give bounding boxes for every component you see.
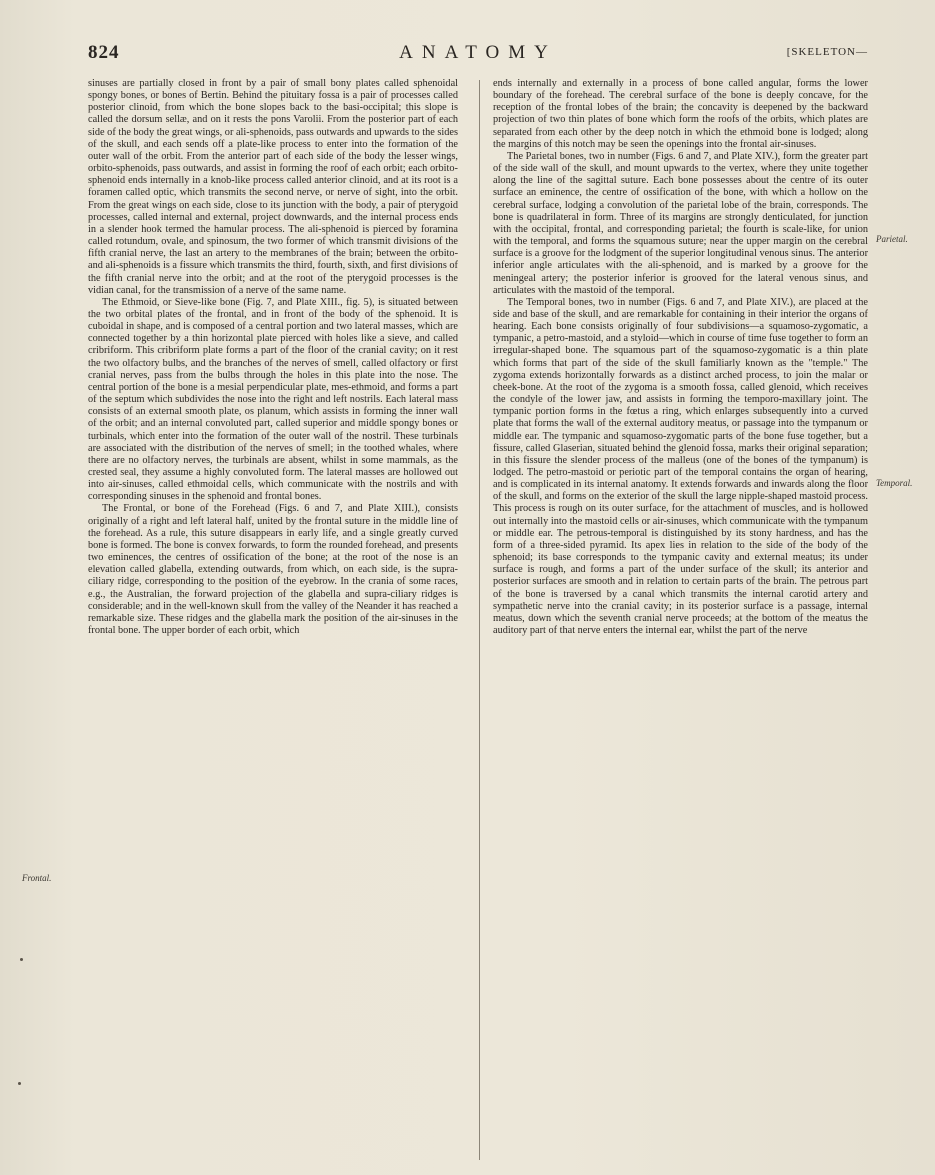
paragraph-ethmoid: The Ethmoid, or Sieve-like bone (Fig. 7, and Plate XIII., fig. 5), is situated between the two orbital plates of the frontal, and in front of the body of the sphenoid. It is cuboidal in shape, and is composed of a central portion and two lateral masses, which are connected together by a thin horizontal plate pierced with holes like a sieve, and called cribriform. This cribriform plate forms a part of the floor of the cranial cavity; on it rest the two olfactory bulbs, and the branches of the nerves of smell, called olfactory or first cranial nerves, pass from the bulbs through the holes in this plate into the nose. The central portion of the bone is a mesial perpendicular plate, mes-ethmoid, and forms a part of the septum which subdivides the nose into the right and left nostrils. Each lateral mass consists of an external smooth plate, os planum, which assists in forming the inner wall of the orbit; and an internal convoluted part, called superior and middle spongy bones or turbinals, which enter into the formation of the outer wall of the nostril. These turbinals are associated with the distribution of the nerves of smell; in the toothed whales, where there are no olfactory nerves, the turbinals are absent, whilst in some mammals, as the crested seal, they assume a highly convoluted form. The lateral masses are hollowed out into air-sinuses, called ethmoidal cells, which communicate with the nostrils and with corresponding sinuses in the sphenoid and frontal bones. — [88, 296, 458, 503]
paragraph-frontal-continued: ends internally and externally in a process of bone called angular, forms the lower boundary of the forehead. The cerebral surface of the bone is deeply concave, for the reception of the frontal lobes of the brain; the concavity is deepened by the backward projection of two thin plates of bone which form the roofs of the orbits, which plates are separated from each other by the deep notch in which the ethmoid bone is lodged; along the margins of this notch may be seen the openings into the frontal air-sinuses. — [493, 78, 868, 150]
paragraph-parietal: The Parietal bones, two in number (Figs. 6 and 7, and Plate XIV.), form the greater part of the side wall of the skull, and mount upwards to the vertex, where they unite together along the line of the sagittal suture. Each bone possesses about the centre of its outer surface an eminence, the centre of ossification of the bone, with which a hollow on the cerebral surface, lodging a convolution of the parietal lobe of the brain, corresponds. The bone is quadrilateral in form. Three of its margins are strongly denticulated, for junction with the occipital, frontal, and corresponding parietal; the fourth is scale-like, for union with the temporal, and forms the squamous suture; near the upper margin on the cerebral surface is a groove for the lodgment of the superior longitudinal venous sinus. The anterior inferior angle articulates with the ali-sphenoid, and is marked by a groove for the meningeal artery; the posterior inferior is grooved for the lateral venous sinus, and articulates with the mastoid of the temporal. — [493, 150, 868, 296]
margin-note-parietal: Parietal. — [876, 234, 908, 244]
running-title: ANATOMY — [399, 42, 557, 63]
paper-speck — [18, 1082, 21, 1085]
paragraph-sphenoid-continued: sinuses are partially closed in front by a pair of small bony plates called sphenoidal spongy bones, or bones of Bertin. Behind the pituitary fossa is a pair of processes called posterior clinoid, from which the bone slopes back to the basi-occipital; this slope is called the dorsum sellæ, and on it rests the pons Varolii. From the posterior part of each side of the body the great wings, or ali-sphenoids, pass outwards and upwards to the sides of the skull, and each sends off a plate-like process to enter into the formation of the outer wall of the orbit. From the anterior part of each side of the body the lesser wings, orbito-sphenoids, pass outwards, and assist in forming the roof of each orbit; each orbito-sphenoid ends internally in a knob-like process called anterior clinoid, and at its root is a foramen called optic, which transmits the second nerve, or nerve of sight, into the orbit. From the great wings on each side, close to its junction with the body, a pair of pterygoid processes, called internal and external, project downwards, and the internal process ends in a slender hook termed the hamular process. The ali-sphenoid is pierced by foramina called rotundum, ovale, and spinosum, the two former of which transmit divisions of the fifth cranial nerve, the last an artery to the membranes of the brain; between the orbito- and ali-sphenoids is a fissure which transmits the third, fourth, sixth, and first divisions of the fifth cranial nerve into the orbit; and at the root of the pterygoid processes is the vidian canal, for the transmission of a nerve of the same name. — [88, 78, 458, 296]
margin-note-temporal: Temporal. — [876, 478, 913, 488]
right-column — [493, 78, 868, 637]
page-header — [88, 42, 868, 68]
margin-note-frontal: Frontal. — [22, 873, 52, 883]
paragraph-frontal: The Frontal, or bone of the Forehead (Figs. 6 and 7, and Plate XIII.), consists originally of a right and left lateral half, united by the frontal suture in the middle line of the forehead. As a rule, this suture disappears in early life, and a single greatly curved bone is formed. The bone is convex forwards, to form the rounded forehead, and presents two eminences, the centres of ossification of the bone; at the root of the nose is an elevation called glabella, extending outwards, from which, on each side, is the supra-ciliary ridge, corresponding to the position of the eyebrow. In the crania of some races, e.g., the Australian, the forward projection of the glabella and supra-ciliary ridges is considerable; and in the well-known skull from the valley of the Neander it has reached a remarkable size. These ridges and the glabella mark the position of the air-sinuses in the frontal bone. The upper border of each orbit, which — [88, 503, 458, 637]
column-divider — [479, 80, 480, 1160]
paragraph-temporal: The Temporal bones, two in number (Figs. 6 and 7, and Plate XIV.), are placed at the side and base of the skull, and are remarkable for containing in their interior the organs of hearing. Each bone consists originally of four subdivisions—a squamoso-zygomatic, a tympanic, a petro-mastoid, and a styloid—which in course of time fuse together to form an irregular-shaped bone. The squamous part of the squamoso-zygomatic is a thin plate which forms that part of the side of the skull familiarly known as the "temple." The zygoma extends horizontally forwards as a distinct arched process, to join the malar or cheek-bone. At the root of the zygoma is a smooth fossa, called glenoid, which receives the condyle of the lower jaw, and assists in forming the temporo-maxillary joint. The tympanic portion forms in the fœtus a ring, which enlarges subsequently into a curved plate that forms the wall of the external auditory meatus, or passage into the tympanum or middle ear. The tympanic and squamoso-zygomatic parts of the bone fuse together, but a fissure, called Glaserian, situated behind the glenoid fossa, marks their original separation; in this fissure the slender process of the malleus (one of the bones of the tympanum) is lodged. The petro-mastoid or periotic part of the temporal contains the organ of hearing, and is complicated in its internal anatomy. It extends forwards and inwards along the floor of the skull, and forms on the exterior of the skull the large nipple-shaped mastoid process. This process is rough on its outer surface, for the attachment of muscles, and is hollowed out internally into the mastoid cells or air-sinuses, which communicate with the tympanum or middle ear. The petrous-temporal is distinguished by its stony hardness, and has the form of a three-sided pyramid. Its apex lies in relation to the side of the body of the sphenoid; its base corresponds to the tympanic cavity and external meatus; its under surface is rough, and forms a part of the under surface of the skull; its anterior and posterior surfaces are smooth and in relation to certain parts of the brain. The petrous part of the bone is traversed by a canal which transmits the internal carotid artery and sympathetic nerve into the cranial cavity; in its posterior surface is a passage, internal meatus, down which the seventh cranial nerve proceeds; at the bottom of the meatus the auditory part of that nerve enters the internal ear, whilst the part of the nerve — [493, 296, 868, 637]
paper-speck — [20, 958, 23, 961]
page-number: 824 — [88, 42, 120, 63]
left-column — [88, 78, 458, 637]
section-label: [SKELETON— — [786, 46, 868, 58]
